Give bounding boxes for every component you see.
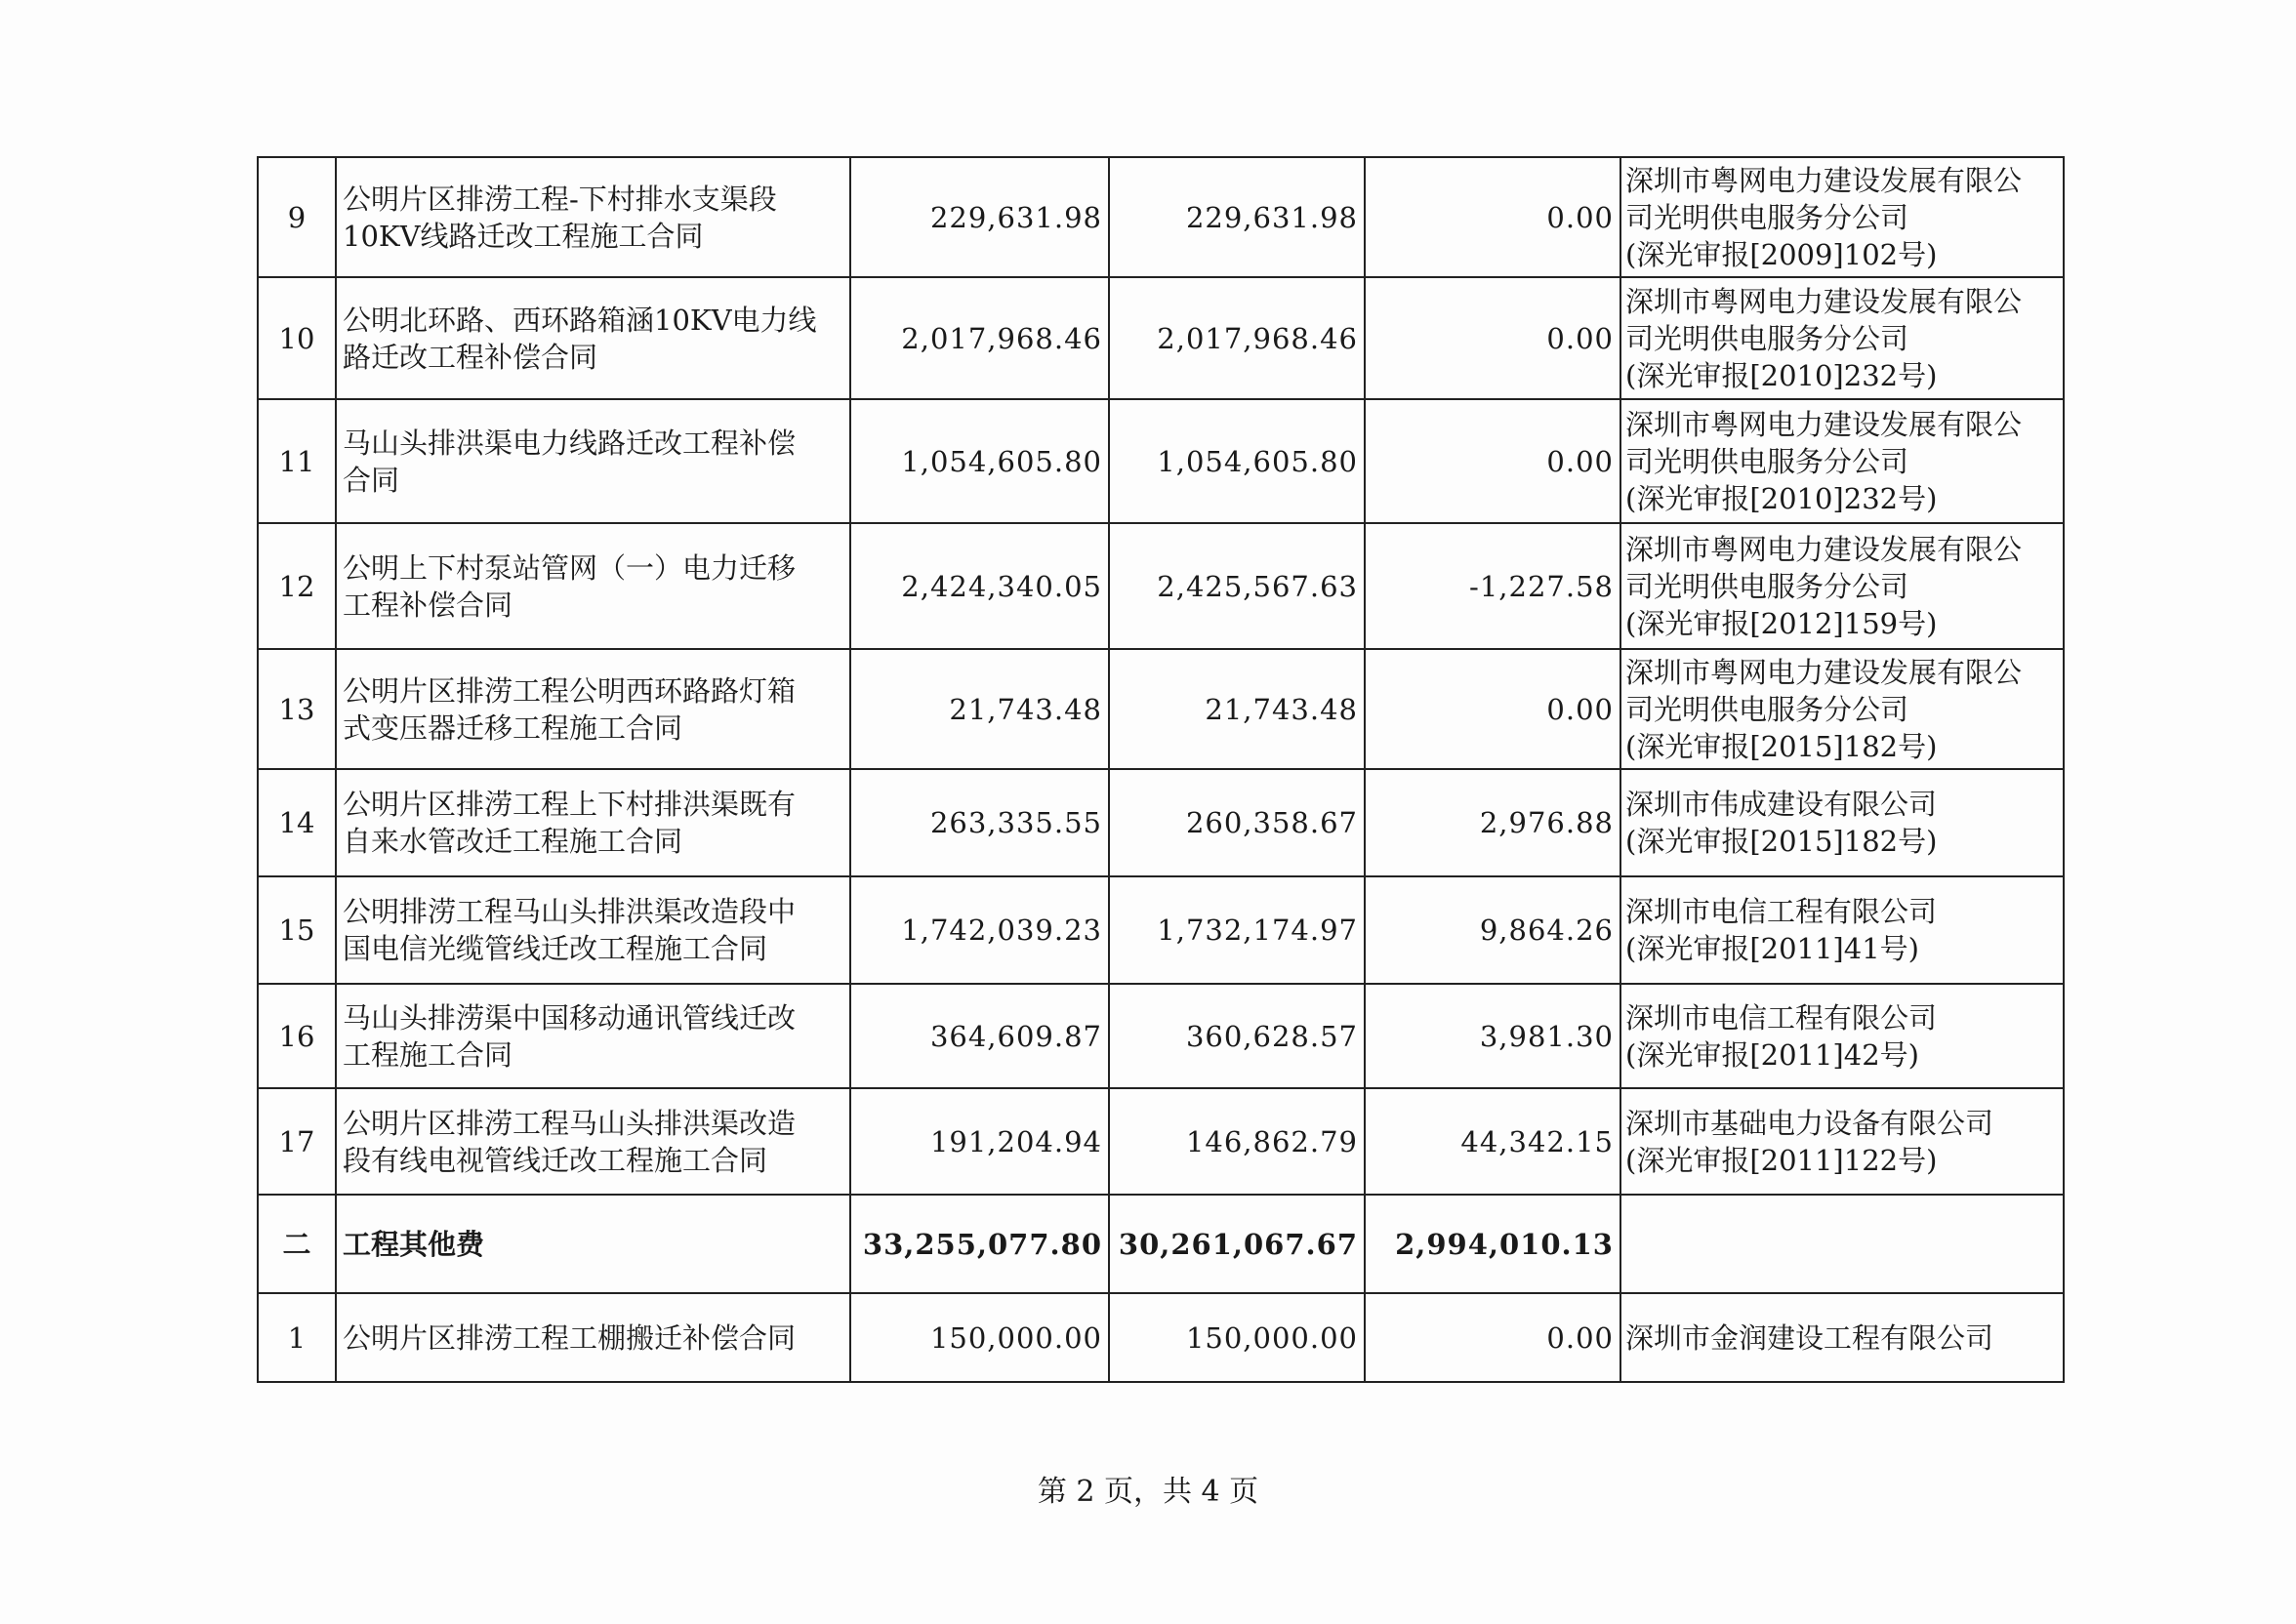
amount-contract: 263,335.55: [850, 769, 1109, 876]
contract-name-line: 公明片区排涝工程-下村排水支渠段: [343, 182, 777, 216]
contractor-line: 深圳市金润建设工程有限公司: [1625, 1320, 1994, 1355]
row-number: 9: [258, 157, 336, 277]
contractor-line: 司光明供电服务分公司: [1625, 444, 1909, 478]
contract-name-line: 工程施工合同: [343, 1037, 513, 1072]
row-number: 10: [258, 277, 336, 399]
contractor-line: (深光审报[2015]182号): [1625, 825, 1938, 858]
contractor-company: [1620, 1088, 2064, 1195]
contract-name: [336, 157, 850, 277]
amount-difference: 9,864.26: [1365, 876, 1620, 984]
contractor-line: 深圳市基础电力设备有限公司: [1625, 1106, 1994, 1140]
contractor-line: 深圳市粤网电力建设发展有限公: [1625, 407, 2023, 441]
table-row: [258, 523, 2064, 649]
contractor-line: 深圳市电信工程有限公司: [1625, 895, 1938, 928]
contractor-line: 深圳市电信工程有限公司: [1625, 1000, 1938, 1035]
contract-name-line: 马山头排涝渠中国移动通讯管线迁改: [343, 1000, 797, 1035]
contract-name: [336, 399, 850, 523]
contract-name-line: 公明片区排涝工程工棚搬迁补偿合同: [343, 1320, 797, 1355]
amount-settled: 360,628.57: [1109, 984, 1365, 1088]
page-footer: 第 2 页，共 4 页: [1037, 1475, 1259, 1509]
contract-name: [336, 769, 850, 876]
amount-contract: 21,743.48: [850, 649, 1109, 769]
contractor-line: 司光明供电服务分公司: [1625, 200, 1909, 234]
contractor-line: (深光审报[2011]41号): [1625, 932, 1919, 965]
contractor-line: 司光明供电服务分公司: [1625, 692, 1909, 726]
contract-table: [257, 156, 2065, 1383]
amount-contract: 229,631.98: [850, 157, 1109, 277]
table-row: [258, 984, 2064, 1088]
contract-name-line: 马山头排洪渠电力线路迁改工程补偿: [343, 426, 797, 460]
contractor-company: [1620, 1293, 2064, 1382]
contractor-company: [1620, 277, 2064, 399]
contract-name-line: 路迁改工程补偿合同: [343, 340, 598, 374]
amount-difference: 2,994,010.13: [1365, 1195, 1620, 1293]
table-row: [258, 277, 2064, 399]
contractor-line: (深光审报[2015]182号): [1625, 729, 1938, 763]
contract-name-line: 10KV线路迁改工程施工合同: [343, 219, 704, 253]
amount-settled: 229,631.98: [1109, 157, 1365, 277]
contractor-company: [1620, 649, 2064, 769]
contract-name-line: 公明片区排涝工程马山头排洪渠改造: [343, 1106, 797, 1140]
contract-name-line: 国电信光缆管线迁改工程施工合同: [343, 932, 768, 965]
contractor-line: (深光审报[2011]42号): [1625, 1037, 1919, 1072]
row-number: 13: [258, 649, 336, 769]
amount-difference: 0.00: [1365, 277, 1620, 399]
amount-contract: 33,255,077.80: [850, 1195, 1109, 1293]
row-number: 16: [258, 984, 336, 1088]
amount-difference: 0.00: [1365, 1293, 1620, 1382]
amount-settled: 150,000.00: [1109, 1293, 1365, 1382]
contractor-line: 司光明供电服务分公司: [1625, 321, 1909, 355]
contractor-line: 司光明供电服务分公司: [1625, 569, 1909, 603]
amount-settled: 146,862.79: [1109, 1088, 1365, 1195]
contract-name-line: 合同: [343, 463, 400, 497]
contract-name: [336, 1088, 850, 1195]
contractor-company: [1620, 157, 2064, 277]
table-row: [258, 157, 2064, 277]
amount-settled: 30,261,067.67: [1109, 1195, 1365, 1293]
amount-contract: 1,742,039.23: [850, 876, 1109, 984]
contractor-line: (深光审报[2011]122号): [1625, 1143, 1938, 1177]
contract-name-line: 段有线电视管线迁改工程施工合同: [343, 1143, 768, 1177]
amount-settled: 1,732,174.97: [1109, 876, 1365, 984]
contract-name: [336, 523, 850, 649]
contract-name: [336, 984, 850, 1088]
table-body: [258, 157, 2064, 1382]
contractor-line: (深光审报[2010]232号): [1625, 481, 1938, 515]
row-number: 15: [258, 876, 336, 984]
amount-settled: 1,054,605.80: [1109, 399, 1365, 523]
table-row: [258, 769, 2064, 876]
row-number: 11: [258, 399, 336, 523]
amount-settled: 2,425,567.63: [1109, 523, 1365, 649]
contract-name: [336, 277, 850, 399]
contract-name-line: 工程补偿合同: [343, 588, 513, 622]
contract-name-line: 工程其他费: [343, 1227, 485, 1261]
contract-name-line: 公明片区排涝工程上下村排洪渠既有: [343, 788, 797, 821]
contractor-line: (深光审报[2012]159号): [1625, 606, 1938, 640]
contractor-company: [1620, 1195, 2064, 1293]
amount-settled: 260,358.67: [1109, 769, 1365, 876]
contract-name: [336, 1293, 850, 1382]
table-row: [258, 1293, 2064, 1382]
contract-name-line: 公明片区排涝工程公明西环路路灯箱: [343, 673, 797, 708]
contract-name: [336, 1195, 850, 1293]
contractor-company: [1620, 984, 2064, 1088]
contract-name: [336, 649, 850, 769]
row-number: 17: [258, 1088, 336, 1195]
contractor-company: [1620, 399, 2064, 523]
contractor-line: 深圳市粤网电力建设发展有限公: [1625, 655, 2023, 689]
amount-contract: 191,204.94: [850, 1088, 1109, 1195]
amount-difference: 0.00: [1365, 157, 1620, 277]
contractor-company: [1620, 769, 2064, 876]
row-number: 1: [258, 1293, 336, 1382]
amount-difference: 2,976.88: [1365, 769, 1620, 876]
amount-contract: 150,000.00: [850, 1293, 1109, 1382]
table-row: [258, 1088, 2064, 1195]
contractor-company: [1620, 523, 2064, 649]
amount-difference: 0.00: [1365, 399, 1620, 523]
row-number: 14: [258, 769, 336, 876]
amount-contract: 2,017,968.46: [850, 277, 1109, 399]
amount-contract: 364,609.87: [850, 984, 1109, 1088]
amount-settled: 2,017,968.46: [1109, 277, 1365, 399]
contract-name-line: 公明北环路、西环路箱涵10KV电力线: [343, 303, 817, 337]
row-number: 二: [258, 1195, 336, 1293]
section-row: [258, 1195, 2064, 1293]
amount-contract: 2,424,340.05: [850, 523, 1109, 649]
table-row: [258, 876, 2064, 984]
contractor-line: 深圳市粤网电力建设发展有限公: [1625, 284, 2023, 318]
contract-name-line: 式变压器迁移工程施工合同: [343, 710, 683, 745]
amount-settled: 21,743.48: [1109, 649, 1365, 769]
amount-difference: -1,227.58: [1365, 523, 1620, 649]
contractor-line: 深圳市粤网电力建设发展有限公: [1625, 532, 2023, 566]
contractor-line: 深圳市粤网电力建设发展有限公: [1625, 163, 2023, 197]
table-row: [258, 649, 2064, 769]
contract-name-line: 自来水管改迁工程施工合同: [343, 825, 683, 858]
contract-name-line: 公明排涝工程马山头排洪渠改造段中: [343, 895, 797, 928]
contract-name: [336, 876, 850, 984]
row-number: 12: [258, 523, 336, 649]
table-row: [258, 399, 2064, 523]
amount-difference: 0.00: [1365, 649, 1620, 769]
contractor-line: (深光审报[2010]232号): [1625, 358, 1938, 392]
amount-difference: 3,981.30: [1365, 984, 1620, 1088]
contract-name-line: 公明上下村泵站管网（一）电力迁移: [343, 550, 797, 585]
contractor-line: (深光审报[2009]102号): [1625, 237, 1938, 271]
contractor-company: [1620, 876, 2064, 984]
amount-difference: 44,342.15: [1365, 1088, 1620, 1195]
amount-contract: 1,054,605.80: [850, 399, 1109, 523]
contractor-line: 深圳市伟成建设有限公司: [1625, 788, 1938, 821]
